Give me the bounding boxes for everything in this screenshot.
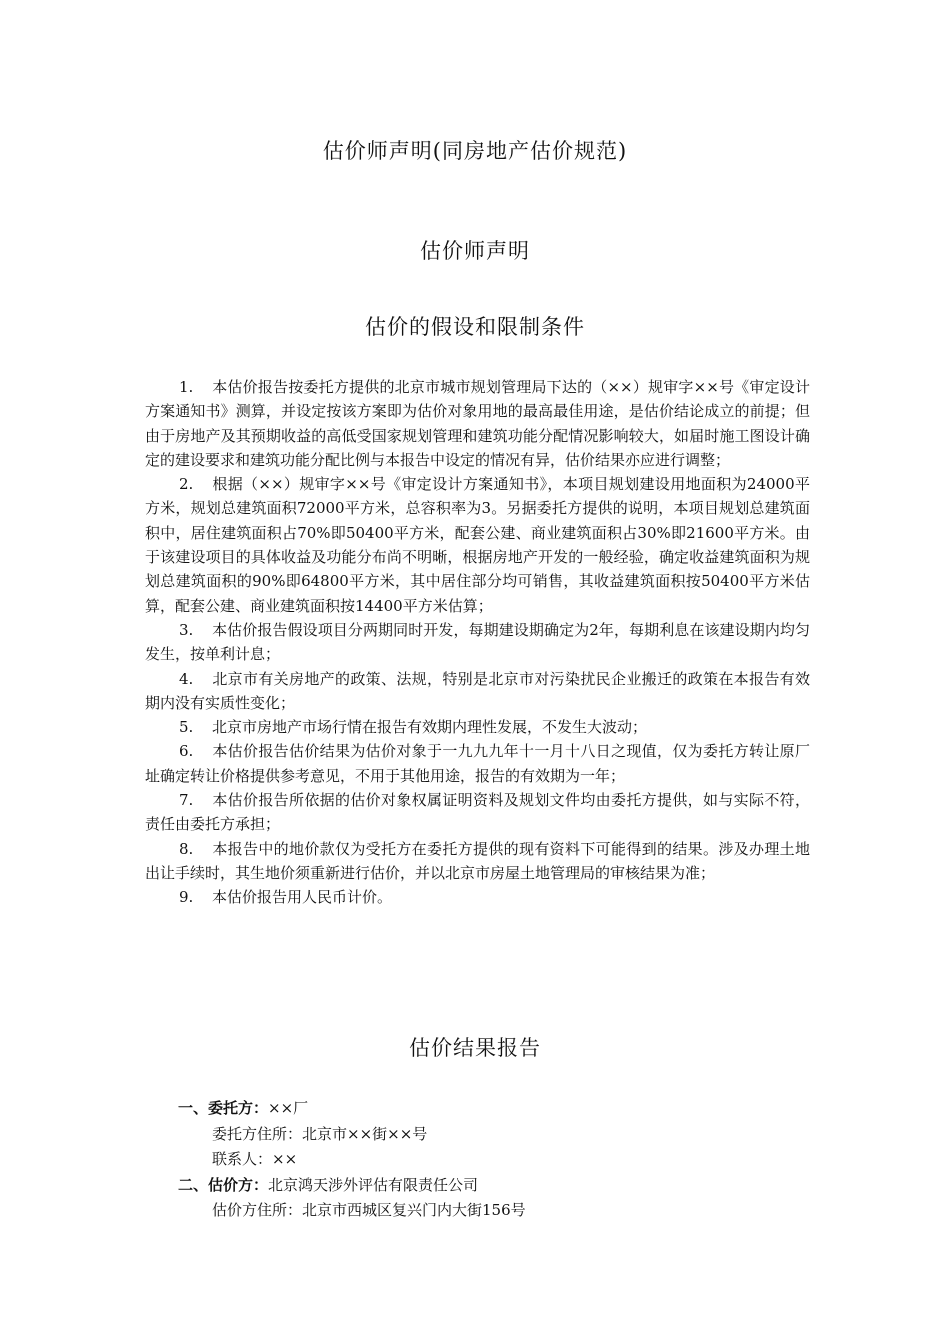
assumption-number: 2. — [179, 475, 194, 494]
document-title: 估价师声明(同房地产估价规范) — [322, 139, 628, 163]
assumption-text: 本估价报告所依据的估价对象权属证明资料及规划文件均由委托方提供，如与实际不符，责任由委托方承担； — [145, 791, 810, 834]
result-details — [178, 1096, 818, 1224]
section-title-declaration: 估价师声明 — [420, 239, 530, 263]
section-title-result: 估价结果报告 — [409, 1036, 541, 1060]
section-title-assumptions: 估价的假设和限制条件 — [365, 315, 585, 339]
assumption-item — [145, 667, 810, 716]
assumption-item — [145, 739, 810, 788]
assumption-item — [145, 618, 810, 667]
assumption-item — [145, 472, 810, 618]
client-contact-label: 联系人： — [212, 1150, 273, 1168]
assumption-text: 本估价报告用人民币计价。 — [212, 888, 393, 907]
assumption-number: 4. — [179, 669, 194, 688]
assumptions-list — [145, 375, 810, 910]
assumption-text: 本估价报告假设项目分两期同时开发，每期建设期确定为2年，每期利息在该建设期内均匀发生，按单利计息； — [145, 620, 810, 664]
client-label: 一、委托方： — [178, 1099, 269, 1117]
assumption-item — [145, 375, 810, 472]
client-row — [178, 1096, 818, 1122]
client-contact-row — [178, 1147, 818, 1173]
appraiser-row — [178, 1173, 818, 1199]
assumption-number: 3. — [179, 620, 194, 639]
appraiser-address-label: 估价方住所： — [212, 1201, 303, 1219]
client-contact-value: ×× — [272, 1150, 298, 1168]
assumption-text: 北京市有关房地产的政策、法规，特别是北京市对污染扰民企业搬迁的政策在本报告有效期内没有实质性变化； — [145, 669, 810, 712]
assumption-text: 根据（××）规审字××号《审定设计方案通知书》，本项目规划建设用地面积为24000平方米，规划总建筑面积72000平方米，总容积率为3。另据委托方提供的说明，本项目规划总建筑面积中，居住建筑面积占70%即50400平方米，配套公建、商业建筑面积占30%即21600平方米。由于该建设项目的具体收益及功能分布尚不明晰，根据房地产开发的一般经验，确定收益建筑面积为规划总建筑面积的90%即64800平方米，其中居住部分均可销售，其收益建筑面积按50400平方米估算，配套公建、商业建筑面积按14400平方米估算； — [145, 475, 810, 615]
appraiser-address-value: 北京市西城区复兴门内大街156号 — [302, 1201, 526, 1219]
assumption-text: 本估价报告按委托方提供的北京市城市规划管理局下达的（××）规审字××号《审定设计方案通知书》测算，并设定按该方案即为估价对象用地的最高最佳用途，是估价结论成立的前提；但由于房地产及其预期收益的高低受国家规划管理和建筑功能分配情况影响较大，如届时施工图设计确定的建设要求和建筑功能分配比例与本报告中设定的情况有异，估价结果亦应进行调整； — [145, 378, 810, 469]
assumption-number: 8. — [179, 839, 194, 858]
client-address-row — [178, 1122, 818, 1148]
appraiser-address-row — [178, 1198, 818, 1224]
client-value: ××厂 — [268, 1099, 309, 1117]
client-address-label: 委托方住所： — [212, 1124, 303, 1143]
client-address-value: 北京市××街××号 — [302, 1124, 428, 1143]
assumption-text: 本估价报告估价结果为估价对象于一九九九年十一月十八日之现值，仅为委托方转让原厂址确定转让价格提供参考意见，不用于其他用途，报告的有效期为一年； — [145, 742, 810, 785]
assumption-number: 9. — [179, 888, 194, 907]
appraiser-value: 北京鸿天涉外评估有限责任公司 — [268, 1175, 479, 1194]
assumption-item — [145, 885, 810, 909]
assumption-text: 本报告中的地价款仅为受托方在委托方提供的现有资料下可能得到的结果。涉及办理土地出让手续时，其生地价须重新进行估价，并以北京市房屋土地管理局的审核结果为准； — [145, 839, 810, 882]
assumption-item — [145, 715, 810, 739]
assumption-number: 5. — [179, 718, 194, 737]
assumption-text: 北京市房地产市场行情在报告有效期内理性发展，不发生大波动； — [212, 718, 648, 737]
appraiser-label: 二、估价方： — [178, 1175, 269, 1194]
assumption-number: 1. — [179, 378, 194, 396]
assumption-number: 7. — [179, 791, 194, 810]
assumption-item — [145, 788, 810, 837]
assumption-number: 6. — [179, 742, 194, 761]
assumption-item — [145, 837, 810, 886]
